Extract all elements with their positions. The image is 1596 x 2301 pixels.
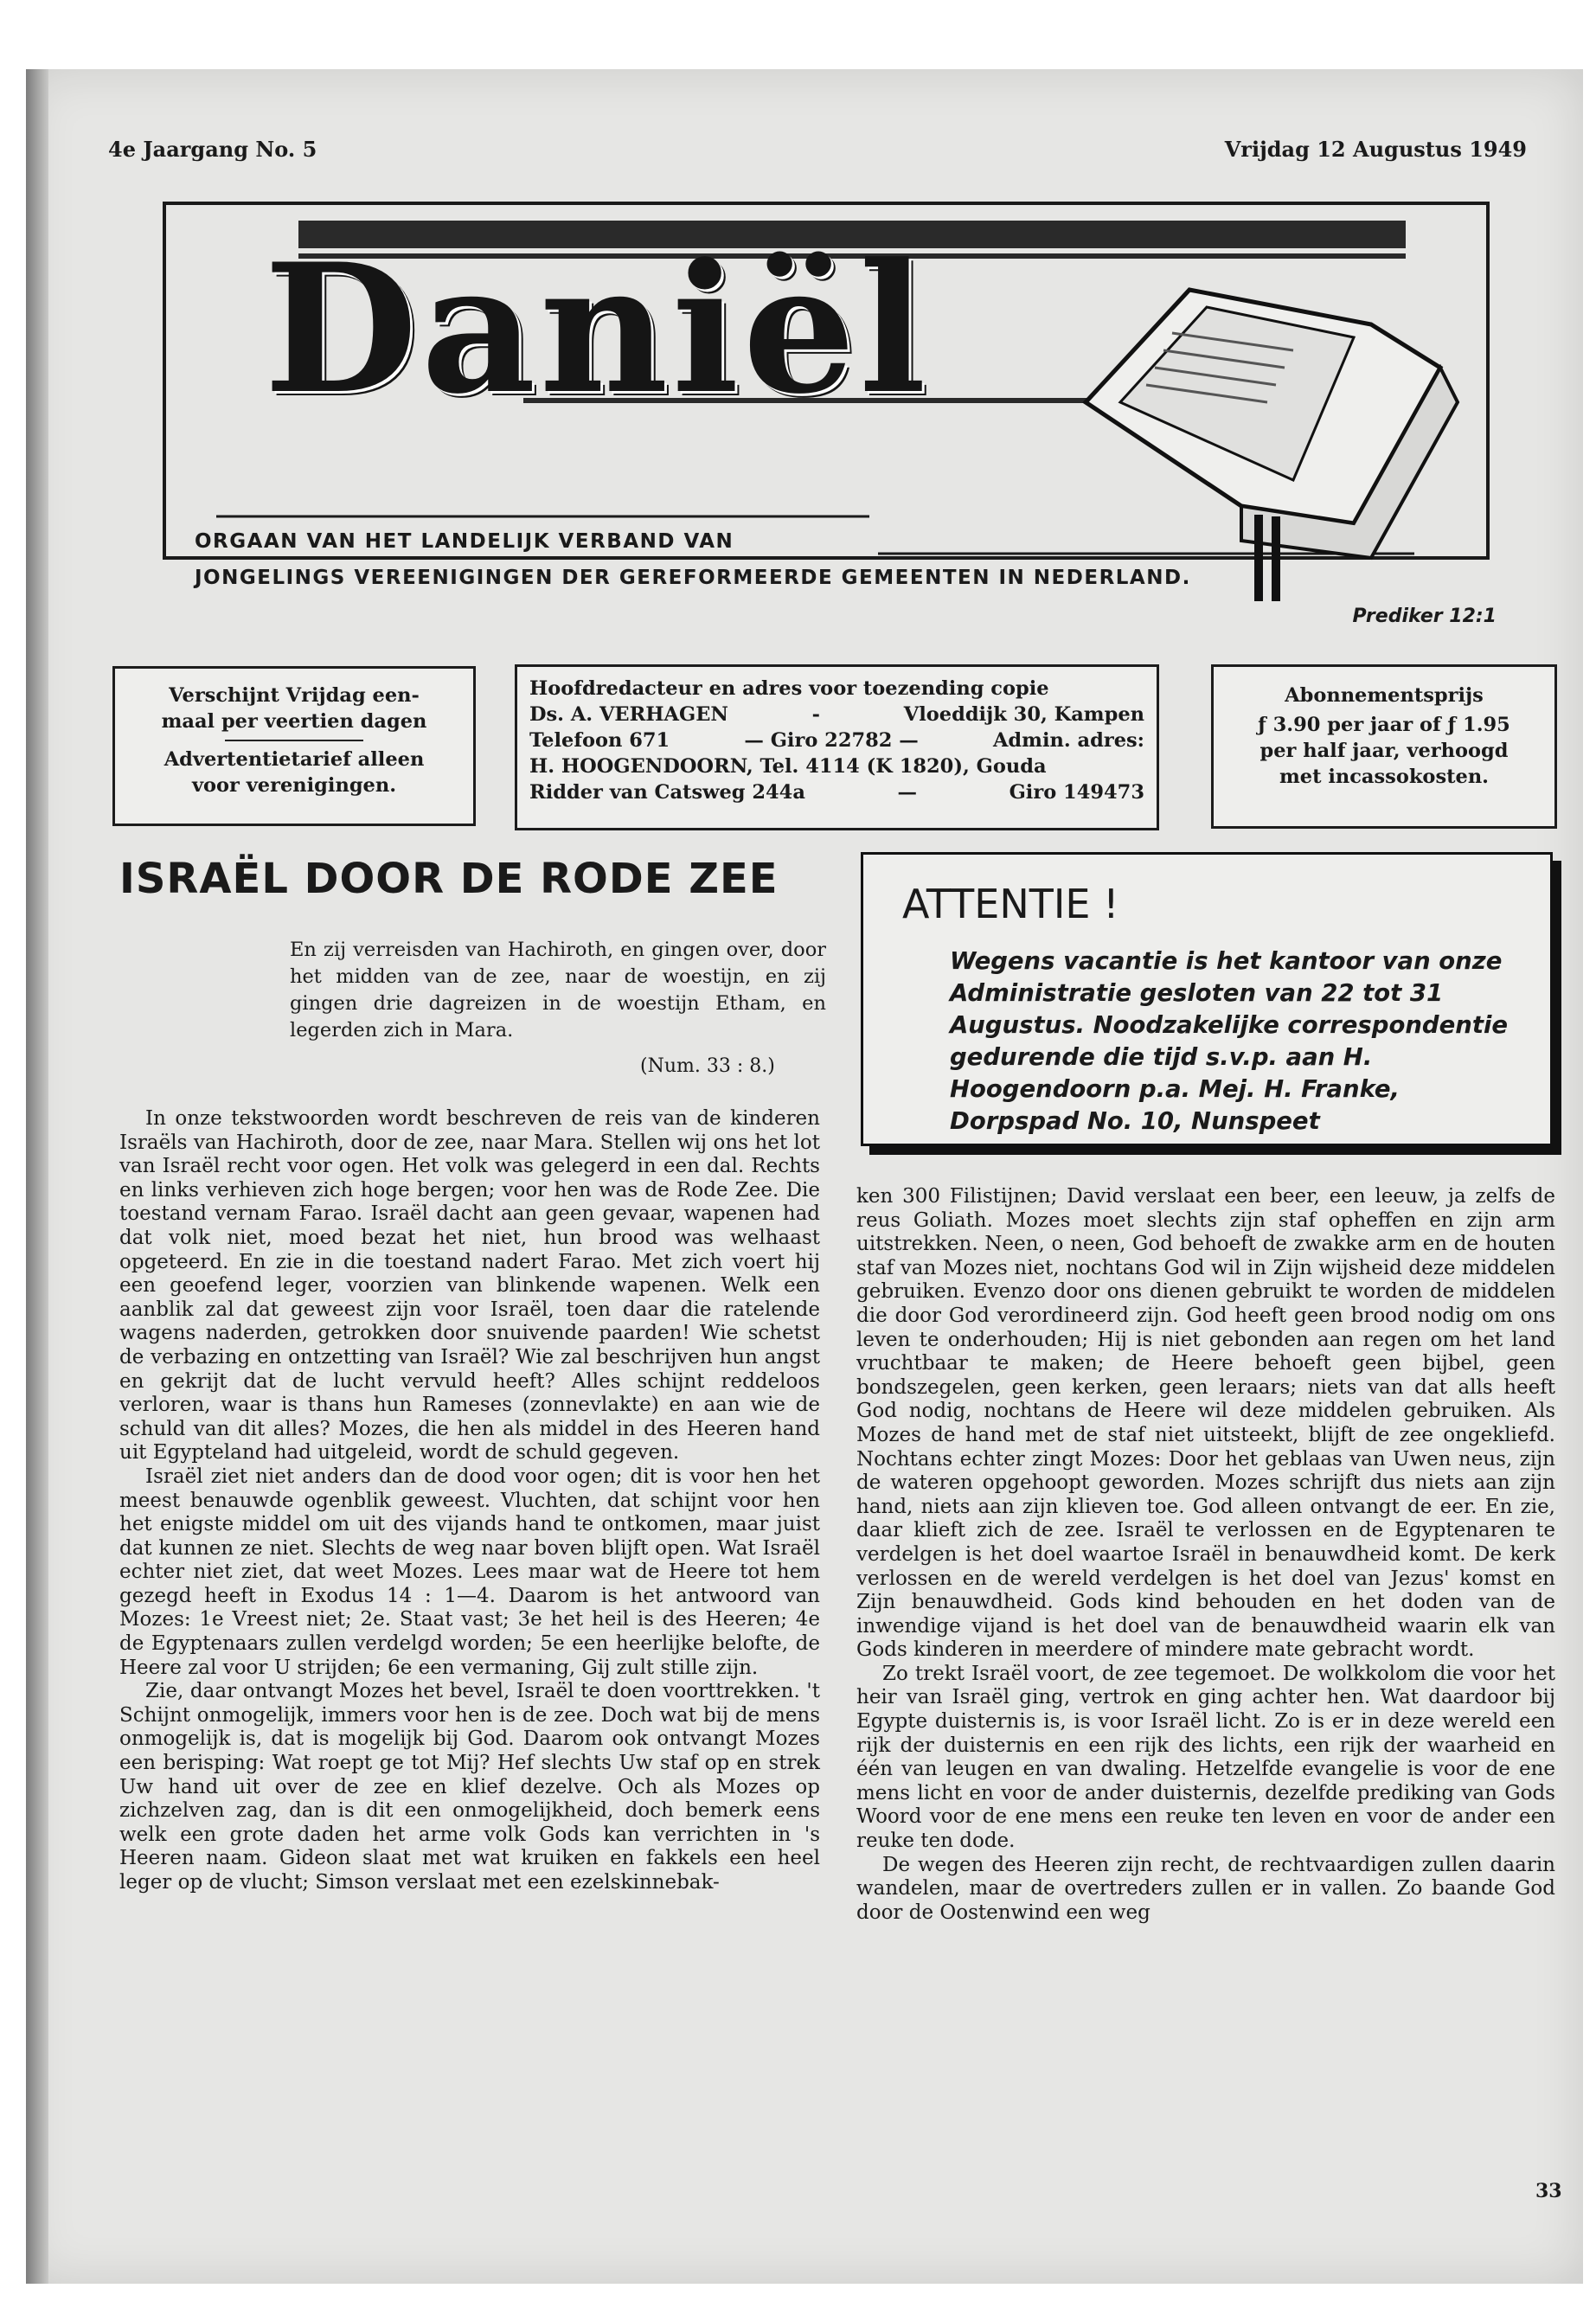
publication-line: Advertentietarief alleen <box>163 748 425 771</box>
notice-title: ATTENTIE ! <box>902 881 1119 927</box>
subscription-line: per half jaar, verhoogd <box>1259 740 1509 762</box>
editor-address: Vloeddijk 30, Kampen <box>903 703 1144 726</box>
editor-phone: Telefoon 671 <box>529 729 670 752</box>
issue-date: Vrijdag 12 Augustus 1949 <box>1224 137 1527 162</box>
publication-line: Verschijnt Vrijdag een- <box>169 684 420 707</box>
article-headline: ISRAËL DOOR DE RODE ZEE <box>119 855 779 903</box>
subscription-head: Abonnementsprijs <box>1285 684 1484 707</box>
article-epigraph: En zij verreisden van Hachiroth, en gingen over, door het midden van de zee, naar de woestijn, en zij gingen drie dagreizen in de woestijn Etham, en legerden zich in Mara. <box>290 939 826 1042</box>
page-number: 33 <box>1535 2180 1562 2202</box>
editor-sep: - <box>811 703 821 726</box>
editor-line: Hoofdredacteur en adres voor toezending copie <box>529 677 1049 700</box>
editor-info-box <box>515 664 1159 830</box>
subscription-line: ƒ 3.90 per jaar of ƒ 1.95 <box>1258 714 1510 736</box>
editor-giro: — Giro 22782 — <box>744 729 919 752</box>
article-column-left <box>119 1107 820 1895</box>
page-gutter <box>26 69 48 2284</box>
organization-line-2: JONGELINGS VEREENIGINGEN DER GEREFORMEERDE GEMEENTEN IN NEDERLAND. <box>195 567 1191 589</box>
organization-line-1: ORGAAN VAN HET LANDELIJK VERBAND VAN <box>195 530 734 553</box>
admin-name: H. HOOGENDOORN, Tel. 4114 (K 1820), Gouda <box>529 755 1047 778</box>
masthead <box>143 195 1509 627</box>
admin-address: Ridder van Catsweg 244a <box>529 781 805 804</box>
newspaper-page <box>26 69 1583 2284</box>
article-column-right <box>856 1185 1555 1925</box>
paragraph: In onze tekstwoorden wordt beschreven de reis van de kinderen Israëls van Hachiroth, door de zee, naar Mara. Stellen wij ons het lot van Israël recht voor ogen. Het volk was gelegerd in een dal. Rechts en links verhieven zich hoge bergen; voor hen was de Rode Zee. Die toestand vernam Farao. Israël dacht aan geen gevaar, wapenen had dat volk niet, moed bezat het niet, hun brood was welhaast opgeteerd. En zie in die toestand nadert Farao. Met zich voert hij een geoefend leger, voorzien van blinkende wapenen. Welk een aanblik zal dat geweest zijn voor Israël, toen daar die ratelende wagens naderden, getrokken door snuivende paarden! Wie schetst de verbazing en ontzetting van Israël? Wie zal beschrijven hun angst en gekrijt dat de lucht vervuld heeft? Alles schijnt reddeloos verloren, waar is thans hun Rameses (zonnevlakte) en aan wie de schuld van dit alles? Mozes, die hen als middel in des Heeren hand uit Egypteland had uitgeleid, wordt de schuld gegeven. <box>119 1107 820 1465</box>
divider <box>225 740 363 741</box>
paragraph: De wegen des Heeren zijn recht, de rechtvaardigen zullen daarin wandelen, maar de overtreders zullen er in vallen. Zo baande God door de Oostenwind een weg <box>856 1853 1555 1924</box>
subscription-info-box <box>1211 664 1557 829</box>
newspaper-title: Daniël <box>264 226 930 433</box>
admin-label: Admin. adres: <box>992 729 1144 752</box>
publication-line: voor verenigingen. <box>191 774 397 797</box>
notice-body: Wegens vacantie is het kantoor van onze Administratie gesloten van 22 tot 31 Augustus. Noodzakelijke correspondentie gedurende die tijd s.v.p. aan H. Hoogendoorn p.a. Mej. H. Franke, Dorpspad No. 10, Nunspeet <box>950 947 1509 1135</box>
paragraph: Israël ziet niet anders dan de dood voor ogen; dit is voor hen het meest benauwde ogenblik geweest. Vluchten, dat schijnt voor hen het enigste middel om uit des vijands hand te ontkomen, maar juist dat kunnen ze niet. Slechts de weg naar boven blijft open. Wat Israël echter niet ziet, dat weet Mozes. Lees maar wat de Heere tot hem gezegd heeft in Exodus 14 : 1—4. Daarom is het antwoord van Mozes: 1e Vreest niet; 2e. Staat vast; 3e het heil is des Heeren; 4e de Egyptenaars zullen verdelgd worden; 5e een heerlijke belofte, de Heere zal voor U strijden; 6e een vermaning, Gij zult stille zijn. <box>119 1465 820 1679</box>
paragraph: Zie, daar ontvangt Mozes het bevel, Israël te doen voorttrekken. 't Schijnt onmogelijk, immers voor hen is de zee. Doch wat bij de mens onmogelijk is, dat is mogelijk bij God. Daarom ook ontvangt Mozes een berisping: Wat roept ge tot Mij? Hef slechts Uw staf op en strek Uw hand uit over de zee en klief dezelve. Och als Mozes op zichzelven zag, dan is dit een onmogelijkheid, doch bemerk eens welk een grote daden het arme volk Gods kan verrichten in 's Heeren naam. Gideon slaat met wat kruiken en fakkels een heel leger op de vlucht; Simson verslaat met een ezelskinnebak- <box>119 1680 820 1894</box>
admin-giro: Giro 149473 <box>1009 781 1144 804</box>
issue-bar <box>108 137 1527 171</box>
paragraph: Zo trekt Israël voort, de zee tegemoet. De wolkkolom die voor het heir van Israël ging, vertrok en ging achter hen. Wat daardoor bij Egypte duisternis is, is voor Israël licht. Zo is er in deze wereld een rijk der duisternis en een rijk des lichts, een rijk der waarheid en één van leugen en van dwaling. Hetzelfde evangelie is voor de ene mens licht en voor de ander duisternis, dezelfde prediking van Gods Woord voor de ene mens een reuke ten leven en voor de ander een reuke ten dode. <box>856 1662 1555 1853</box>
subscription-line: met incassokosten. <box>1279 766 1490 788</box>
scripture-reference: Prediker 12:1 <box>1352 606 1497 627</box>
issue-number: 4e Jaargang No. 5 <box>108 137 317 162</box>
admin-sep: — <box>897 781 917 804</box>
publication-info-box <box>112 666 476 826</box>
publication-line: maal per veertien dagen <box>161 710 427 733</box>
attention-notice-box <box>861 852 1553 1146</box>
paragraph: ken 300 Filistijnen; David verslaat een beer, een leeuw, ja zelfs de reus Goliath. Mozes moet slechts zijn staf opheffen en zijn arm uitstrekken. Neen, o neen, God behoeft de zwakke arm en de houten staf van Mozes niet, nochtans God wil in Zijn wijsheid deze middelen gebruiken. Evenzo door ons dienen gebruikt te worden de middelen die door God verordineerd zijn. God heeft geen brood nodig om ons leven te onderhouden; Hij is niet gebonden aan regen om het land vruchtbaar te maken; de Heere behoeft geen bijbel, geen bondszegelen, geen kerken, geen leraars; niets van dat alls heeft God nodig, nochtans de Heere wil deze middelen gebruiken. Als Mozes de hand met de staf niet uitsteekt, blijft de zee ongekliefd. Nochtans echter zingt Mozes: Door het geblaas van Uwen neus, zijn de wateren opgehoopt geworden. Mozes schrijft dus niets aan zijn hand, niets aan zijn klieven toe. God alleen ontvangt de eer. En zie, daar klieft zich de zee. Israël te verlossen en de Egyptenaren te verdelgen is het doel waartoe Israël in benauwdheid komt. De kerk verlossen en de wereld verdelgen is het doel van Jezus' komst en Zijn benauwdheid. Gods kind behouden en het doden van de inwendige vijand is het doel van de benauwdheid waarin elk van Gods kinderen in meerdere of mindere mate gebracht wordt. <box>856 1185 1555 1662</box>
editor-name: Ds. A. VERHAGEN <box>529 703 728 726</box>
epigraph-reference: (Num. 33 : 8.) <box>640 1055 775 1077</box>
